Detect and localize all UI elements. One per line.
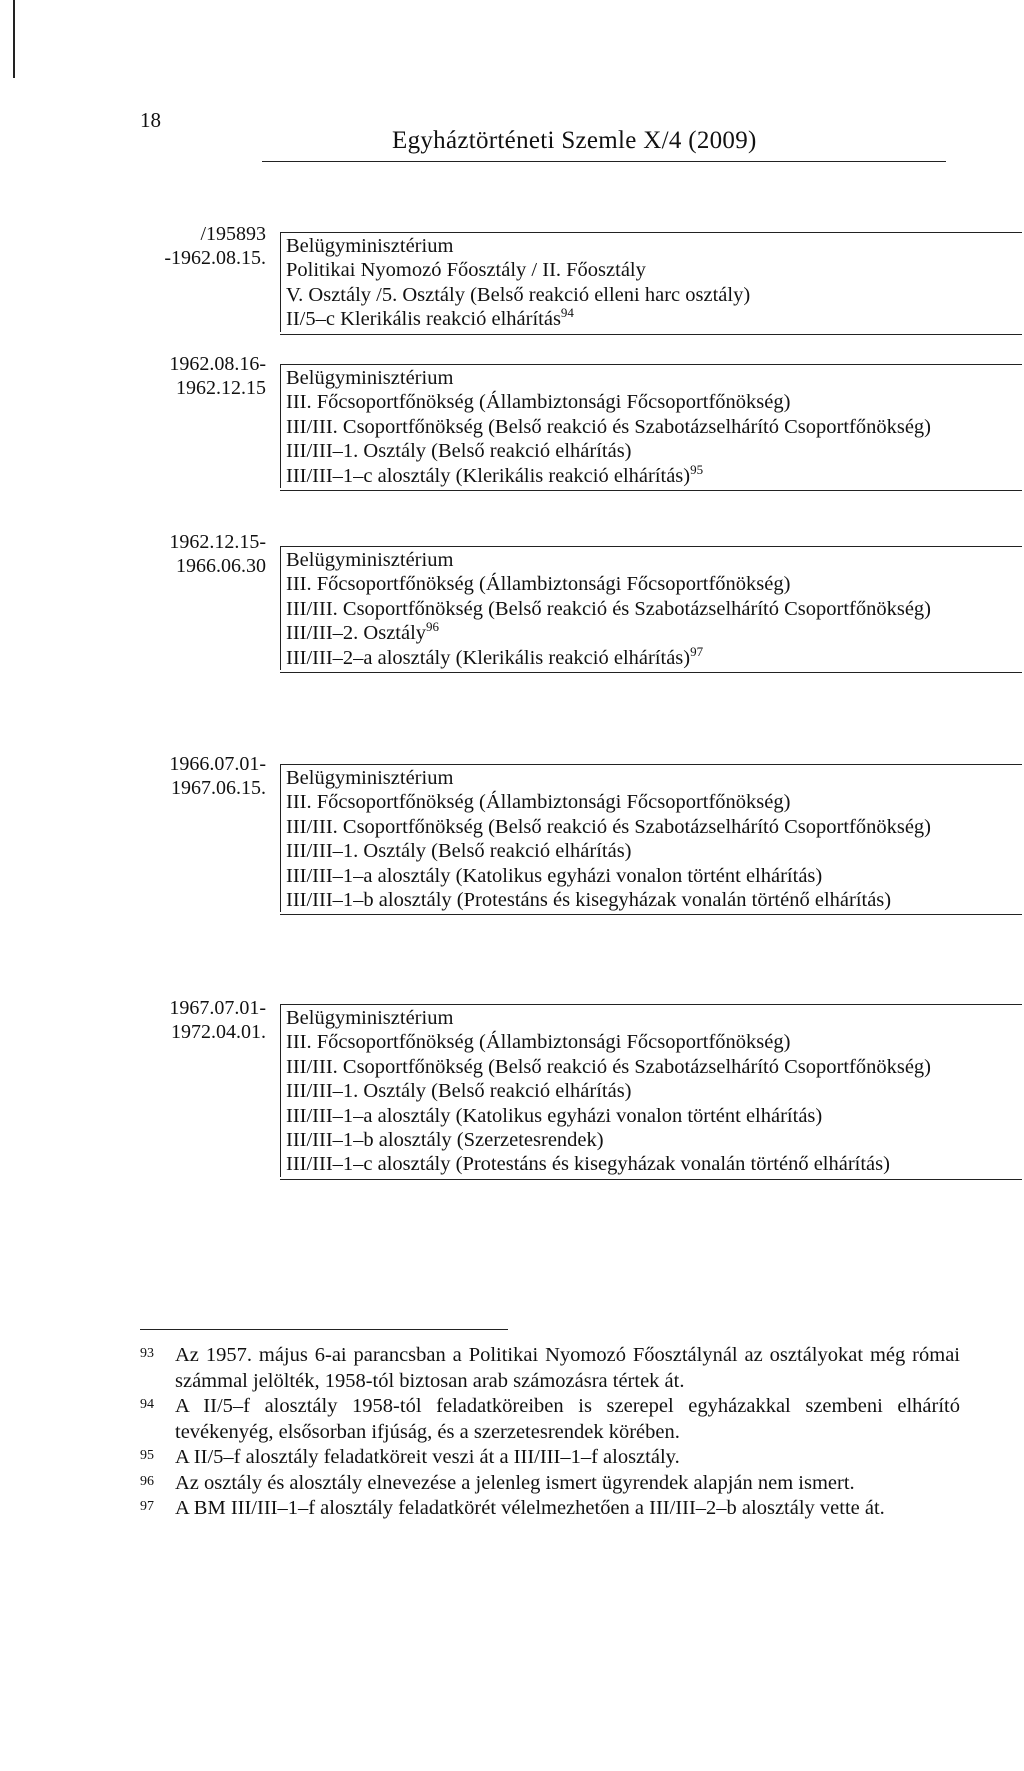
- bracket-rule: [280, 764, 281, 912]
- period-end: -1962.08.15.: [164, 247, 266, 269]
- footnote-text: A BM III/III–1–f alosztály feladatkörét vélelmezhetően a III/III–2–b alosztály vette át.: [175, 1497, 885, 1519]
- page-number: 18: [140, 108, 161, 132]
- period-end: 1972.04.01.: [171, 1021, 266, 1043]
- org-block: [286, 766, 1022, 912]
- org-line: Belügyminisztérium: [286, 235, 454, 257]
- org-line: III/III–1. Osztály (Belső reakció elhárítás): [286, 1080, 632, 1103]
- period-end: 1967.06.15.: [171, 777, 266, 799]
- footnote-text: A II/5–f alosztály feladatköreit veszi át a III/III–1–f alosztály.: [175, 1446, 680, 1468]
- bracket-rule: [280, 546, 281, 670]
- period-dates: [30, 222, 266, 270]
- org-line: III/III–1–c alosztály (Protestáns és kisegyházak vonalán történő elhárítás): [286, 1153, 890, 1176]
- org-line: III/III–1–b alosztály (Szerzetesrendek): [286, 1129, 604, 1152]
- org-line: III. Főcsoportfőnökség (Állambiztonsági Főcsoportfőnökség): [286, 1031, 791, 1054]
- org-line: III/III–1. Osztály (Belső reakció elhárítás): [286, 840, 632, 863]
- bracket-rule: [280, 1004, 281, 1177]
- bracket-rule: [280, 1004, 1022, 1005]
- bracket-rule: [280, 364, 281, 488]
- footnote-number: 94: [140, 1397, 154, 1412]
- bracket-rule: [280, 546, 1022, 547]
- footnote-text: Az 1957. május 6-ai parancsban a Politikai Nyomozó Főosztálynál az osztályokat még római számmal jelölték, 1958-tól biztosan arab számozásra tértek át.: [175, 1344, 960, 1392]
- org-line: III/III–2–a alosztály (Klerikális reakció elhárítás)$^{97}$: [286, 643, 704, 669]
- org-line: Belügyminisztérium: [286, 767, 454, 789]
- footnote-ref: 97: [690, 643, 704, 659]
- org-line: Politikai Nyomozó Főosztály / II. Főosztály: [286, 259, 646, 282]
- running-header: Egyháztörténeti Szemle X/4 (2009): [392, 127, 757, 154]
- bracket-rule: [280, 914, 1022, 915]
- org-line: III. Főcsoportfőnökség (Állambiztonsági Főcsoportfőnökség): [286, 791, 791, 814]
- period-start: 1966.07.01-: [169, 753, 266, 775]
- org-line: II/5–c Klerikális reakció elhárítás$^{94}$: [286, 305, 574, 331]
- org-line: III/III–1–a alosztály (Katolikus egyházi vonalon történt elhárítás): [286, 864, 823, 887]
- footnote-ref: 96: [426, 619, 440, 635]
- bracket-rule: [280, 232, 1022, 233]
- period-start: 1962.08.16-: [169, 353, 266, 375]
- org-line: Belügyminisztérium: [286, 1007, 454, 1029]
- footnote-ref: 94: [560, 305, 574, 321]
- bracket-rule: [280, 490, 1022, 491]
- org-line: III. Főcsoportfőnökség (Állambiztonsági Főcsoportfőnökség): [286, 391, 791, 414]
- period-dates: [30, 352, 266, 400]
- period-dates: [30, 530, 266, 578]
- footnote-number: 93: [140, 1346, 154, 1361]
- header-rule: [262, 161, 946, 162]
- footnote-number: 97: [140, 1499, 154, 1514]
- footnote: [140, 1471, 960, 1497]
- footnote-text: A II/5–f alosztály 1958-tól feladatköreiben is szerepel egyházakkal szembeni elhárító tevékenyég, elsősorban ifjúság, és a szerzetesrendek körében.: [175, 1395, 960, 1443]
- period-dates: [30, 996, 266, 1044]
- org-line: III/III–1–a alosztály (Katolikus egyházi vonalon történt elhárítás): [286, 1104, 823, 1127]
- org-block: [286, 1006, 1022, 1177]
- footnote-number: 95: [140, 1448, 154, 1463]
- org-line: Belügyminisztérium: [286, 367, 454, 389]
- bracket-rule: [280, 364, 1022, 365]
- org-line: III/III. Csoportfőnökség (Belső reakció és Szabotázselhárító Csoportfőnökség): [286, 1055, 932, 1078]
- org-block: [286, 234, 1022, 332]
- footnote-text: Az osztály és alosztály elnevezése a jelenleg ismert ügyrendek alapján nem ismert.: [175, 1471, 855, 1494]
- bracket-rule: [280, 232, 281, 332]
- org-line: V. Osztály /5. Osztály (Belső reakció elleni harc osztály): [286, 283, 751, 306]
- bracket-rule: [280, 334, 1022, 335]
- footnote: [140, 1445, 960, 1471]
- period-start: 1962.12.15-: [169, 531, 266, 553]
- footnote-number: 96: [140, 1473, 154, 1489]
- footnote-ref: 95: [690, 461, 704, 477]
- org-block: [286, 548, 1022, 670]
- org-line: Belügyminisztérium: [286, 549, 454, 571]
- bracket-rule: [280, 1179, 1022, 1180]
- org-line: III/III. Csoportfőnökség (Belső reakció és Szabotázselhárító Csoportfőnökség): [286, 415, 932, 438]
- footnote: [140, 1394, 960, 1445]
- org-line: III/III. Csoportfőnökség (Belső reakció és Szabotázselhárító Csoportfőnökség): [286, 815, 932, 838]
- footnote: [140, 1496, 960, 1522]
- bracket-rule: [280, 764, 1022, 765]
- org-line: III/III–1. Osztály (Belső reakció elhárítás): [286, 440, 632, 463]
- footnotes: [140, 1343, 960, 1522]
- footnote: [140, 1343, 960, 1394]
- scan-edge-line: [13, 0, 15, 78]
- org-block: [286, 366, 1022, 488]
- org-line: III/III–2. Osztály$^{96}$: [286, 619, 440, 645]
- org-line: III/III. Csoportfőnökség (Belső reakció és Szabotázselhárító Csoportfőnökség): [286, 597, 932, 620]
- period-end: 1962.12.15: [176, 377, 266, 399]
- period-end: 1966.06.30: [176, 555, 266, 577]
- org-line: III. Főcsoportfőnökség (Állambiztonsági Főcsoportfőnökség): [286, 573, 791, 596]
- footnote-rule: [140, 1329, 508, 1330]
- period-start: /195893: [200, 223, 266, 245]
- org-line: III/III–1–b alosztály (Protestáns és kisegyházak vonalán történő elhárítás): [286, 889, 892, 912]
- period-dates: [30, 752, 266, 800]
- bracket-rule: [280, 672, 1022, 673]
- org-line: III/III–1–c alosztály (Klerikális reakció elhárítás)$^{95}$: [286, 461, 704, 487]
- period-start: 1967.07.01-: [169, 997, 266, 1019]
